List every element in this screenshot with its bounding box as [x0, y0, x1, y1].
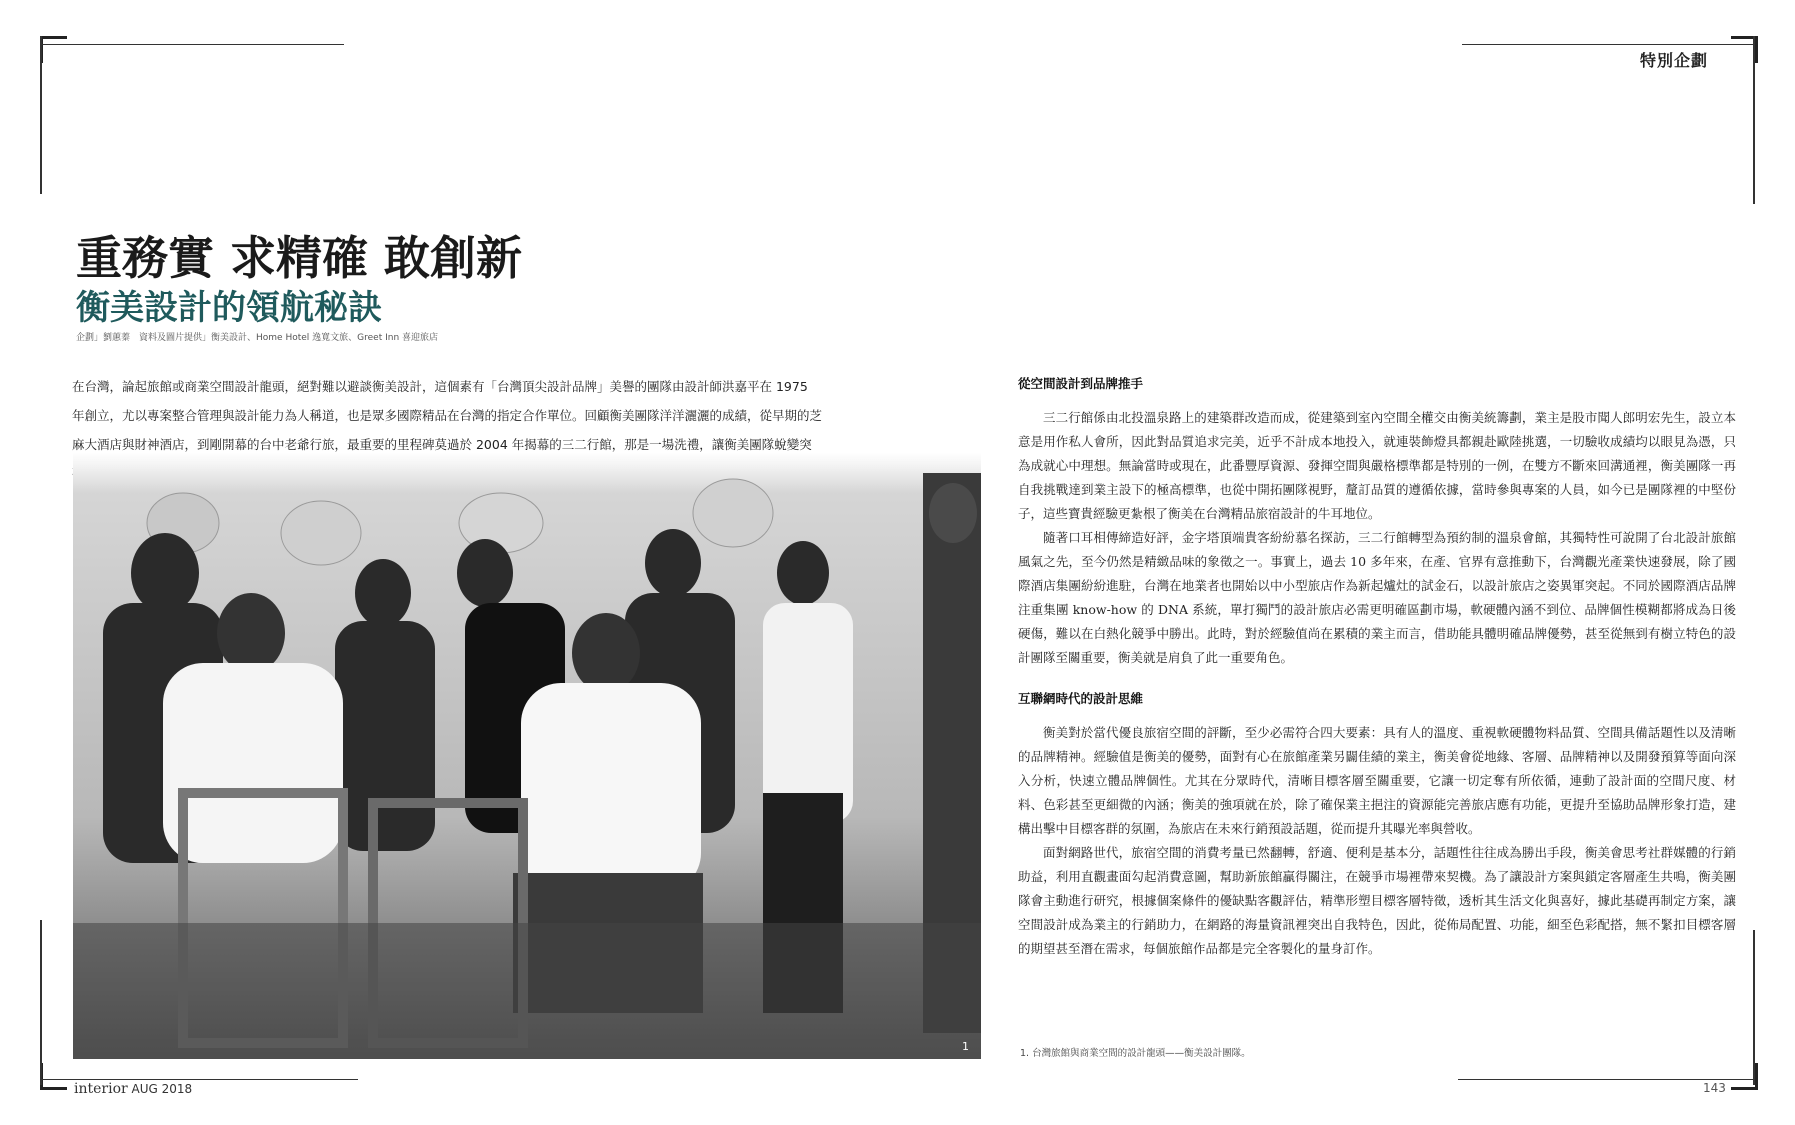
section-tag: 特別企劃 — [1640, 51, 1709, 70]
bottom-left-rule — [40, 1079, 358, 1080]
right-vertical-rule — [1753, 36, 1755, 204]
left-vertical-rule — [40, 36, 42, 194]
left-lower-vertical-rule — [40, 920, 42, 1085]
section-brand — [1018, 374, 1736, 670]
bottom-right-rule — [1458, 1079, 1755, 1080]
body-paragraph: 三二行館係由北投溫泉路上的建築群改造而成，從建築到室內空間全權交由衡美統籌劃，業主是股市聞人郎明宏先生，設立本意是用作私人會所，因此對品質追求完美，近乎不計成本地投入，就連裝飾燈具都親赴歐陸挑選，一切驗收成績均以眼見為憑，只為成就心中理想。無論當時或現在，此番豐厚資源、發揮空間與嚴格標準都是特別的一例，在雙方不斷來回溝通裡，衡美團隊一再自我挑戰達到業主設下的極高標準，也從中開拓團隊視野，釐訂品質的遵循依據，當時參與專案的人員，如今已是團隊裡的中堅份子，這些寶貴經驗更紮根了衡美在台灣精品旅宿設計的牛耳地位。 — [1018, 410, 1736, 521]
corner-bracket-bottom-left — [40, 1063, 67, 1090]
magazine-name: interior — [74, 1081, 128, 1097]
credits-line: 企劃」劉蕙蓁 資料及圖片提供」衡美設計、Home Hotel 逸寬文旅、Greet Inn 喜迎旅店 — [76, 333, 439, 343]
body-paragraph: 面對網路世代，旅宿空間的消費考量已然翻轉，舒適、便利是基本分，話題性往往成為勝出手段，衡美會思考社群媒體的行銷助益，利用直觀畫面勾起消費意圖，幫助新旅館贏得關注，在競爭市場裡帶來契機。為了讓設計方案與鎖定客層產生共鳴，衡美團隊會主動進行研究，根據個案條件的優缺點客觀評估，精準形塑目標客層特徵，透析其生活文化與喜好，據此基礎再制定方案，讓空間設計成為業主的行銷助力，在網路的海量資訊裡突出自我特色，因此，從佈局配置、功能，細至色彩配搭，無不緊扣目標客層的期望甚至潛在需求，每個旅館作品都是完全客製化的量身訂作。 — [1018, 845, 1736, 956]
top-left-rule — [40, 44, 344, 45]
team-photo — [73, 453, 981, 1059]
headline: 重務實 求精確 敢創新 — [76, 231, 523, 285]
corner-bracket-top-left — [40, 36, 67, 63]
photo-number: 1 — [962, 1040, 969, 1053]
section-heading: 從空間設計到品牌推手 — [1018, 376, 1144, 391]
body-paragraph: 隨著口耳相傳締造好評，金字塔頂端貴客紛紛慕名探訪，三二行館轉型為預約制的溫泉會館，其獨特性可說開了台北設計旅館風氣之先，至今仍然是精緻品味的象徵之一。事實上，過去 10 多年來，在產、官界有意推動下，台灣觀光產業快速發展，除了國際酒店集團紛紛進駐，台灣在地業者也開始以中小型旅店作為新起爐灶的試金石，以設計旅店之姿異軍突起。不同於國際酒店品牌注重集團 know-how 的 DNA 系統，單打獨鬥的設計旅店必需更明確區劃市場，軟硬體內涵不到位、品牌個性模糊都將成為日後硬傷，難以在白熱化競爭中勝出。此時，對於經驗值尚在累積的業主而言，借助能具體明確品牌優勢，甚至從無到有樹立特色的設計團隊至關重要，衡美就是肩負了此一重要角色。 — [1018, 530, 1736, 665]
section-heading: 互聯網時代的設計思維 — [1018, 691, 1144, 706]
photo-caption: 1. 台灣旅館與商業空間的設計龍頭——衡美設計團隊。 — [1020, 1048, 1251, 1059]
top-right-rule — [1462, 44, 1755, 45]
page-number: 143 — [1703, 1081, 1726, 1095]
issue-date: AUG 2018 — [131, 1082, 193, 1096]
body-paragraph: 衡美對於當代優良旅宿空間的評斷，至少必需符合四大要素：具有人的溫度、重視軟硬體物料品質、空間具備話題性以及清晰的品牌精神。經驗值是衡美的優勢，面對有心在旅館產業另闢佳績的業主，衡美會從地緣、客層、品牌精神以及開發預算等面向深入分析，快速立體品牌個性。尤其在分眾時代，清晰目標客層至關重要，它讓一切定奪有所依循，連動了設計面的空間尺度、材料、色彩甚至更細微的內涵；衡美的強項就在於，除了確保業主挹注的資源能完善旅店應有功能，更提升至協助品牌形象打造，建構出擊中目標客群的氛圍，為旅店在未來行銷預設話題，從而提升其曝光率與營收。 — [1018, 725, 1736, 836]
intro-paragraph: 在台灣，論起旅館或商業空間設計龍頭，絕對難以避談衡美設計，這個素有「台灣頂尖設計品牌」美譽的團隊由設計師洪嘉平在 1975 年創立，尤以專案整合管理與設計能力為人稱道，也是眾多國際精品在台灣的指定合作單位。回顧衡美團隊洋洋灑灑的成績，從早期的芝麻大酒店與財神酒店，到剛開幕的台中老爺行旅，最重要的里程碑莫過於 2004 年揭幕的三二行館，那是一場洗禮，讓衡美團隊蛻變突 — [72, 379, 823, 452]
subheadline: 衡美設計的領航秘訣 — [76, 288, 382, 328]
footer-magazine — [74, 1081, 192, 1097]
section-internet — [1018, 689, 1736, 961]
right-lower-vertical-rule — [1753, 930, 1755, 1085]
